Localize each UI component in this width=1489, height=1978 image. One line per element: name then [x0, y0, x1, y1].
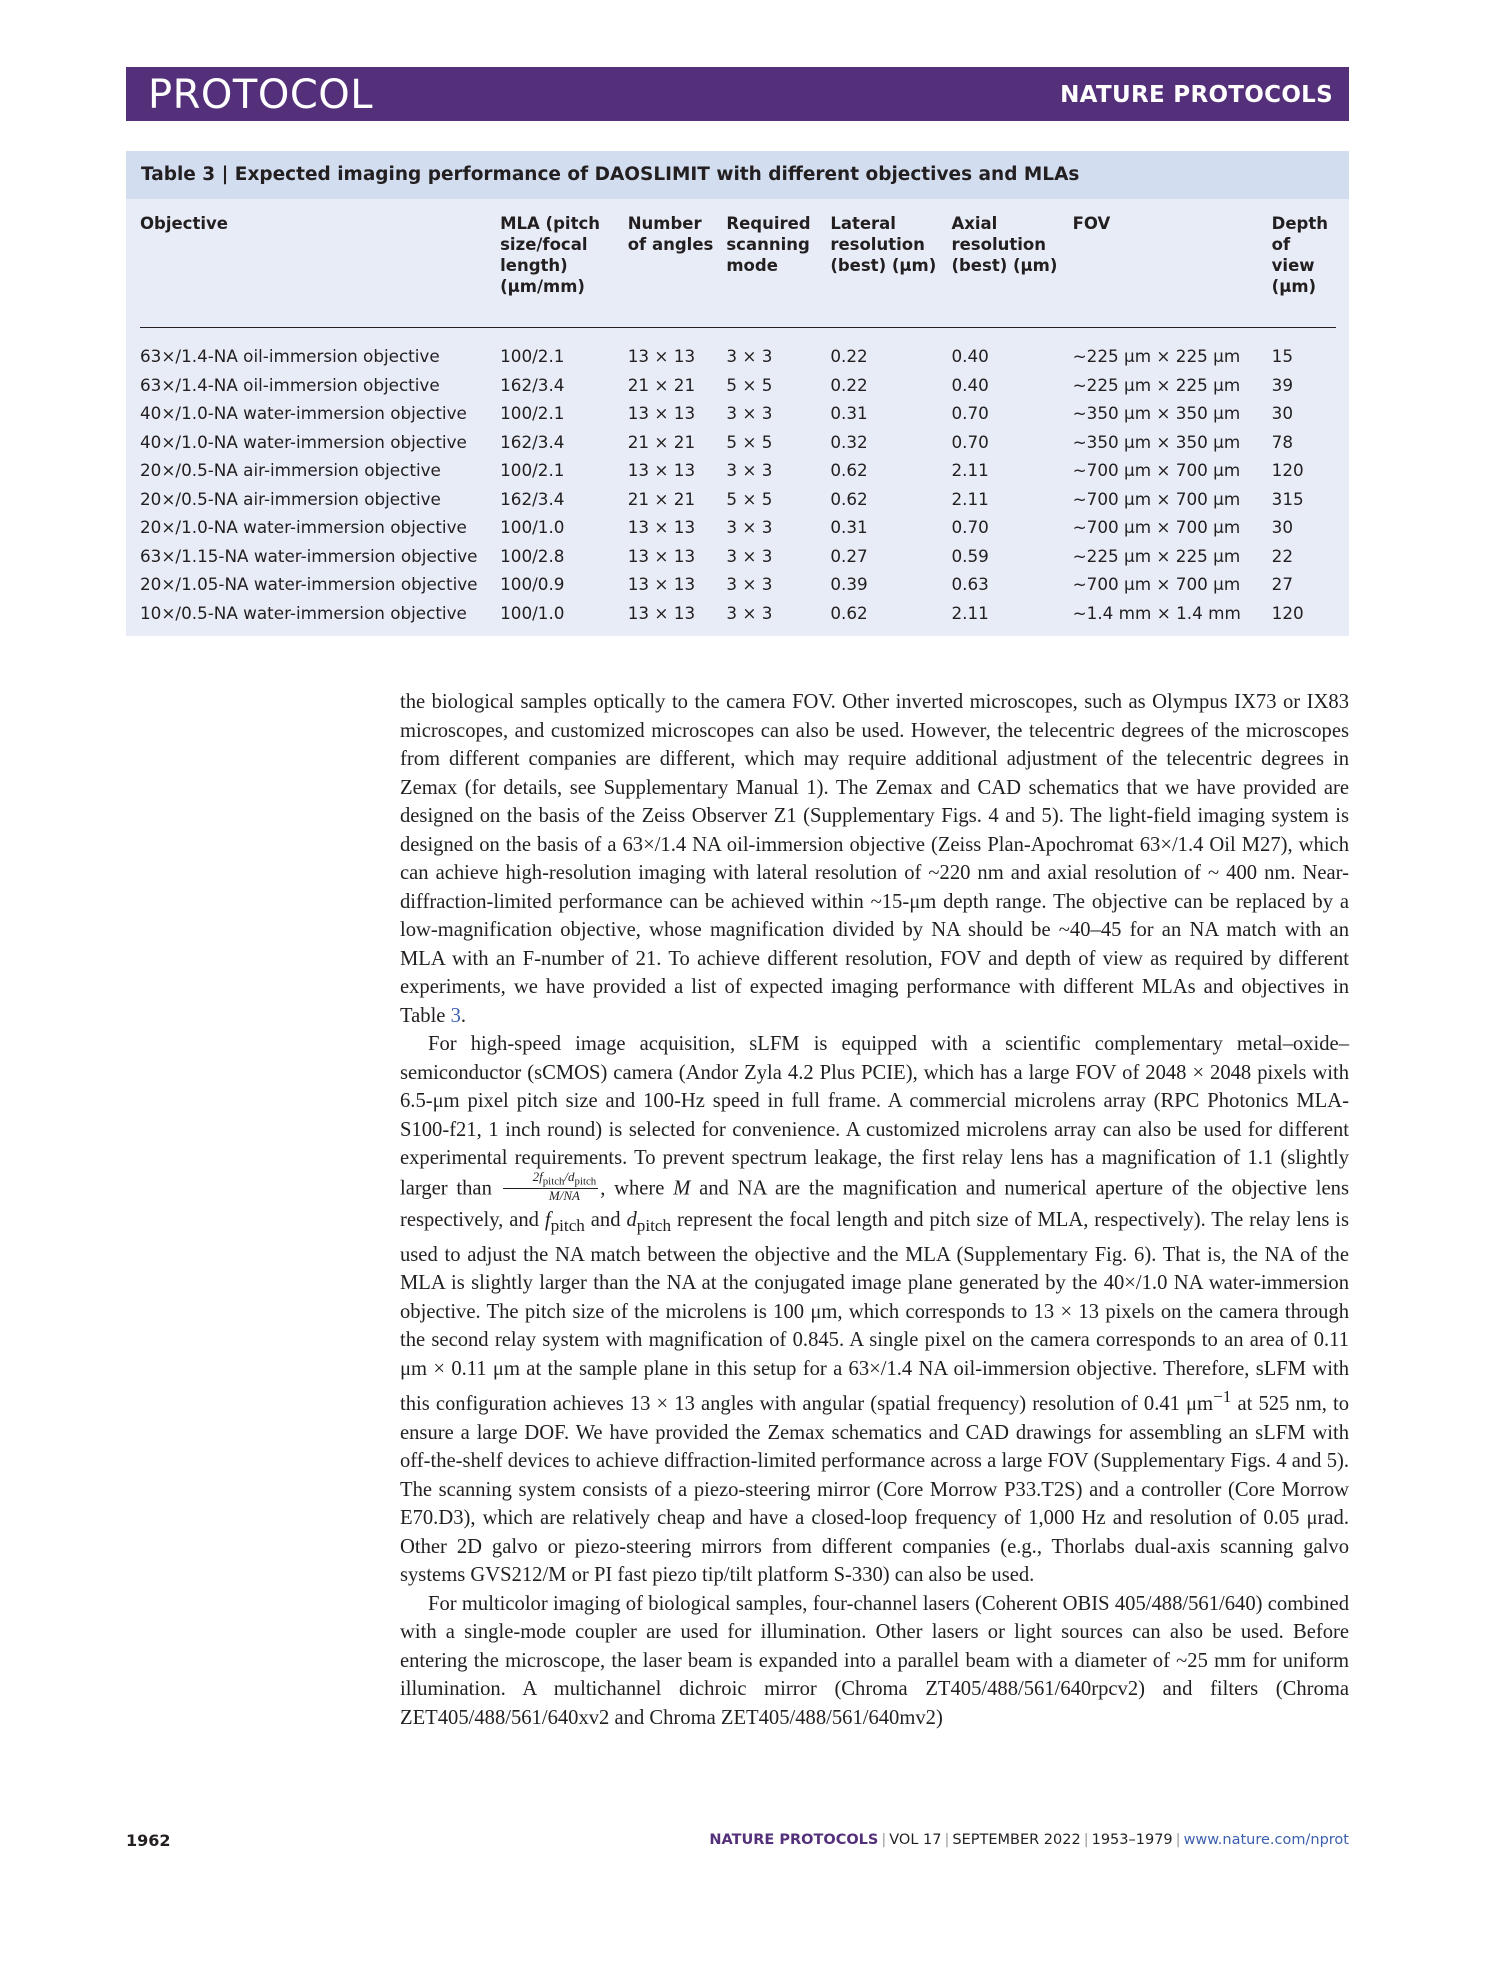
table-cell: 100/0.9	[500, 574, 565, 595]
table-header-row	[140, 213, 1336, 328]
table-cell: 13 × 13	[627, 545, 696, 566]
header-banner	[126, 67, 1349, 121]
table-cell: ~700 μm × 700 μm	[1072, 460, 1241, 481]
table-row	[140, 513, 1336, 542]
table-row	[140, 456, 1336, 485]
table-row	[140, 428, 1336, 457]
table-cell: 315	[1271, 488, 1304, 509]
table-cell: 22	[1271, 545, 1294, 566]
table-cell: 0.40	[951, 346, 989, 367]
table-cell: 20×/0.5-NA air-immersion objective	[140, 460, 441, 481]
table-row	[140, 542, 1336, 571]
table-ref-link[interactable]: 3	[450, 1004, 461, 1027]
table-cell: 21 × 21	[627, 374, 696, 395]
relay-ratio-fraction: $\frac{2f_{pitch}/d_{pitch}}{M/NA}$	[503, 1170, 599, 1204]
table-cell: 0.31	[830, 517, 868, 538]
table-cell: 162/3.4	[500, 431, 565, 452]
table-cell: ~1.4 mm × 1.4 mm	[1072, 602, 1241, 623]
table-cell: 3 × 3	[726, 346, 773, 367]
footer-date: SEPTEMBER 2022	[952, 1832, 1081, 1848]
table-cell: 3 × 3	[726, 602, 773, 623]
table-cell: 20×/1.05-NA water-immersion objective	[140, 574, 478, 595]
footer-journal: NATURE PROTOCOLS	[709, 1832, 879, 1848]
table-cell: 0.63	[951, 574, 989, 595]
table-cell: 3 × 3	[726, 517, 773, 538]
col-depth: Depth of view (μm)	[1272, 213, 1336, 328]
table-cell: 30	[1271, 403, 1294, 424]
table-cell: 30	[1271, 517, 1294, 538]
table-cell: 0.62	[830, 488, 868, 509]
table-cell: 3 × 3	[726, 460, 773, 481]
table-cell: 21 × 21	[627, 431, 696, 452]
table-cell: 39	[1271, 374, 1294, 395]
table-cell: 10×/0.5-NA water-immersion objective	[140, 602, 467, 623]
body-text	[400, 688, 1349, 1732]
table-cell: 21 × 21	[627, 488, 696, 509]
col-angles: Number of angles	[628, 213, 727, 328]
table-cell: 40×/1.0-NA water-immersion objective	[140, 431, 467, 452]
table-cell: ~350 μm × 350 μm	[1072, 403, 1241, 424]
table-cell: 120	[1271, 460, 1304, 481]
table-cell: ~225 μm × 225 μm	[1072, 346, 1241, 367]
table-cell: 162/3.4	[500, 374, 565, 395]
table-caption-bar	[126, 151, 1349, 199]
table-cell: 13 × 13	[627, 517, 696, 538]
col-lateral: Lateral resolution (best) (μm)	[830, 213, 951, 328]
table-cell: 0.31	[830, 403, 868, 424]
table-cell: 3 × 3	[726, 574, 773, 595]
table-cell: 13 × 13	[627, 574, 696, 595]
table-cell: 0.32	[830, 431, 868, 452]
table-cell: 78	[1271, 431, 1294, 452]
table-3	[126, 151, 1349, 636]
table-cell: 13 × 13	[627, 602, 696, 623]
table-cell: 63×/1.15-NA water-immersion objective	[140, 545, 478, 566]
table-cell: 20×/1.0-NA water-immersion objective	[140, 517, 467, 538]
table-cell: 20×/0.5-NA air-immersion objective	[140, 488, 441, 509]
table-cell: 100/2.1	[500, 403, 565, 424]
table-cell: 15	[1271, 346, 1294, 367]
table-cell: 0.70	[951, 431, 989, 452]
table-cell: 5 × 5	[726, 431, 773, 452]
table-cell: 3 × 3	[726, 403, 773, 424]
table-cell: 162/3.4	[500, 488, 565, 509]
table-cell: ~225 μm × 225 μm	[1072, 545, 1241, 566]
col-fov: FOV	[1073, 213, 1272, 328]
table-row	[140, 399, 1336, 428]
table-cell: 100/2.1	[500, 460, 565, 481]
table-cell: 3 × 3	[726, 545, 773, 566]
table-cell: 100/2.1	[500, 346, 565, 367]
table-cell: ~700 μm × 700 μm	[1072, 517, 1241, 538]
table-cell: 13 × 13	[627, 403, 696, 424]
table-row	[140, 570, 1336, 599]
table-caption: Table 3 | Expected imaging performance of DAOSLIMIT with different objectives and MLAs	[141, 164, 1080, 185]
table-cell: 0.39	[830, 574, 868, 595]
paragraph-2: For high-speed image acquisition, sLFM is equipped with a scientific complementary metal–oxide–semiconductor (sCMOS) camera (Andor Zyla 4.2 Plus PCIE), which has a large FOV of 2048 × 2048 pixels with 6.5-μm pixel pitch size and 100-Hz speed in full frame. A commercial microlens array (RPC Photonics MLA-S100-f21, 1 inch round) is selected for convenience. A customized microlens array can also be used for different experimental requirements. To prevent spectrum leakage, the first relay lens has a magnification of 1.1 (slightly larger than $\frac{2f_{pitch}/d_{pitch}}{M/NA}$ , where M and NA are the magnification and numerical aperture of the objective lens respectively, and $f_{pitch}$ and $d_{pitch}$ represent the focal length and pitch size of MLA, respectively). The relay lens is used to adjust the NA match between the objective and the MLA (Supplementary Fig. 6). That is, the NA of the MLA is slightly larger than the NA at the conjugated image plane generated by the 40×/1.0 NA water-immersion objective. The pitch size of the microlens is 100 μm, which corresponds to 13 × 13 pixels on the camera through the second relay system with magnification of 0.845. A single pixel on the camera corresponds to an area of 0.11 μm × 0.11 μm at the sample plane in this setup for a 63×/1.4 NA oil-immersion objective. Therefore, sLFM with this configuration achieves 13 × 13 angles with angular (spatial frequency) resolution of 0.41 $\mu m^{-1}$ at 525 nm, to ensure a large DOF. We have provided the Zemax schematics and CAD drawings for assembling an sLFM with off-the-shelf devices to achieve diffraction-limited performance across a large FOV (Supplementary Figs. 4 and 5). The scanning system consists of a piezo-steering mirror (Core Morrow P33.T2S) and a controller (Core Morrow E70.D3), which are relatively cheap and have a closed-loop frequency of 1,000 Hz and resolution of 0.05 μrad. Other 2D galvo or piezo-steering mirrors from different companies (e.g., Thorlabs dual-axis scanning galvo systems GVS212/M or PI fast piezo tip/tilt platform S-330) can also be used.	[400, 1033, 1350, 1587]
table-cell: 0.22	[830, 346, 868, 367]
footer-url[interactable]: www.nature.com/nprot	[1183, 1832, 1349, 1848]
col-mla: MLA (pitch size/focal length) (μm/mm)	[500, 213, 628, 328]
performance-table	[140, 213, 1336, 627]
section-label: PROTOCOL	[148, 72, 374, 118]
footer-volume: VOL 17	[889, 1832, 942, 1848]
col-scanning: Required scanning mode	[726, 213, 830, 328]
table-row	[140, 485, 1336, 514]
table-cell: 0.22	[830, 374, 868, 395]
paragraph-3: For multicolor imaging of biological samples, four-channel lasers (Coherent OBIS 405/488/561/640) combined with a single-mode coupler are used for illumination. Other lasers or light sources can also be used. Before entering the microscope, the laser beam is expanded into a parallel beam with a diameter of ~25 mm for uniform illumination. A multichannel dichroic mirror (Chroma ZT405/488/561/640rpcv2) and filters (Chroma ZET405/488/561/640xv2 and Chroma ZET405/488/561/640mv2)	[400, 1592, 1349, 1729]
table-cell: 40×/1.0-NA water-immersion objective	[140, 403, 467, 424]
table-cell: 63×/1.4-NA oil-immersion objective	[140, 374, 440, 395]
table-cell: 5 × 5	[726, 488, 773, 509]
table-cell: 63×/1.4-NA oil-immersion objective	[140, 346, 440, 367]
table-cell: 100/1.0	[500, 517, 565, 538]
table-cell: 27	[1271, 574, 1294, 595]
table-cell: 120	[1271, 602, 1304, 623]
col-objective: Objective	[140, 213, 500, 328]
table-cell: 0.70	[951, 517, 989, 538]
table-cell: 0.59	[951, 545, 989, 566]
table-cell: 0.62	[830, 460, 868, 481]
table-cell: 100/1.0	[500, 602, 565, 623]
table-cell: 0.70	[951, 403, 989, 424]
table-body	[140, 328, 1336, 628]
table-row	[140, 371, 1336, 400]
table-cell: 0.27	[830, 545, 868, 566]
footer-pages: 1953–1979	[1091, 1832, 1173, 1848]
table-row	[140, 328, 1336, 371]
table-cell: ~225 μm × 225 μm	[1072, 374, 1241, 395]
table-cell: 0.62	[830, 602, 868, 623]
table-cell: 13 × 13	[627, 346, 696, 367]
col-axial: Axial resolution (best) (μm)	[951, 213, 1072, 328]
journal-label: NATURE PROTOCOLS	[1060, 82, 1333, 108]
table-cell: ~700 μm × 700 μm	[1072, 574, 1241, 595]
table-cell: 2.11	[951, 602, 989, 623]
table-cell: 13 × 13	[627, 460, 696, 481]
table-cell: 2.11	[951, 488, 989, 509]
table-cell: 2.11	[951, 460, 989, 481]
footer-citation: NATURE PROTOCOLS | VOL 17 | SEPTEMBER 2022 | 1953–1979 | www.nature.com/nprot	[709, 1832, 1349, 1848]
table-cell: 0.40	[951, 374, 989, 395]
paragraph-1: the biological samples optically to the camera FOV. Other inverted microscopes, such as Olympus IX73 or IX83 microscopes, and customized microscopes can also be used. However, the telecentric degrees of the microscopes from different companies are different, which may require additional adjustment of the telecentric degrees in Zemax (for details, see Supplementary Manual 1). The Zemax and CAD schematics that we have provided are designed on the basis of the Zeiss Observer Z1 (Supplementary Figs. 4 and 5). The light-field imaging system is designed on the basis of a 63×/1.4 NA oil-immersion objective (Zeiss Plan-Apochromat 63×/1.4 Oil M27), which can achieve high-resolution imaging with lateral resolution of ~220 nm and axial resolution of ~ 400 nm. Near-diffraction-limited performance can be achieved within ~15-μm depth range. The objective can be replaced by a low-magnification objective, whose magnification divided by NA should be ~40–45 for an NA match with an MLA with an F-number of 21. To achieve different resolution, FOV and depth of view as required by different experiments, we have provided a list of expected imaging performance with different MLAs and objectives in Table 3.	[400, 691, 1349, 1027]
table-cell: ~700 μm × 700 μm	[1072, 488, 1241, 509]
page-number: 1962	[126, 1831, 171, 1850]
table-cell: 5 × 5	[726, 374, 773, 395]
table-cell: 100/2.8	[500, 545, 565, 566]
table-row	[140, 599, 1336, 628]
table-cell: ~350 μm × 350 μm	[1072, 431, 1241, 452]
